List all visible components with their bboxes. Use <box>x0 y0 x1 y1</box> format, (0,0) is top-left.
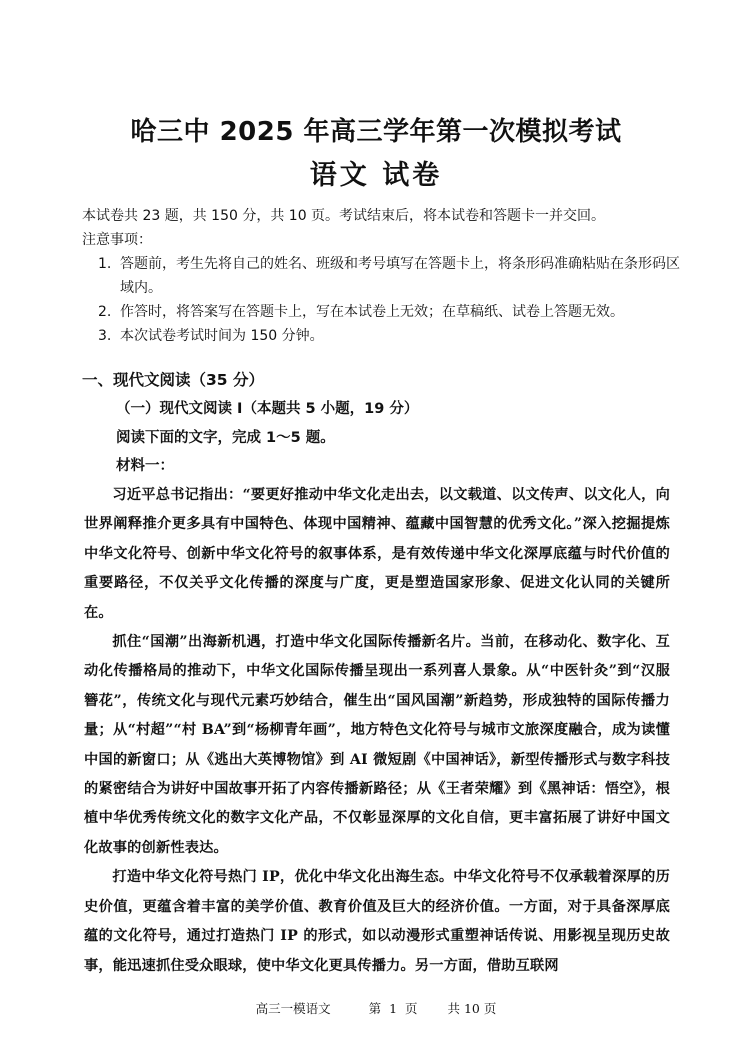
notice-list <box>82 252 682 348</box>
exam-title: 哈三中 2025 年高三学年第一次模拟考试 <box>130 117 622 147</box>
section-heading: 一、现代文阅读（35 分） <box>82 371 264 389</box>
notice-number: 3. <box>98 328 112 344</box>
footer-page-number: 第 1 页 <box>368 1001 418 1016</box>
footer-exam-name: 高三一模语文 <box>255 1001 331 1016</box>
notice-number: 2. <box>98 304 112 320</box>
material-body <box>84 481 670 981</box>
notice-text: 作答时，将答案写在答题卡上，写在本试卷上无效；在草稿纸、试卷上答题无效。 <box>120 304 624 320</box>
exam-summary: 本试卷共 23 题，共 150 分，共 10 页。考试结束后，将本试卷和答题卡一并交回。 <box>82 208 606 224</box>
notice-item <box>98 300 682 324</box>
notice-text: 答题前，考生先将自己的姓名、班级和考号填写在答题卡上，将条形码准确粘贴在条形码区域内。 <box>120 256 680 296</box>
page-footer <box>0 1000 752 1018</box>
notice-item <box>98 252 682 300</box>
exam-subtitle: 语文 试卷 <box>309 160 443 191</box>
exam-intro <box>82 204 682 348</box>
notice-number: 1. <box>98 256 112 272</box>
footer-total-pages: 共 10 页 <box>447 1001 497 1016</box>
material-paragraph: 打造中华文化符号热门 IP，优化中华文化出海生态。中华文化符号不仅承载着深厚的历史价值，更蕴含着丰富的美学价值、教育价值及巨大的经济价值。一方面，对于具备深厚底蕴的文化符号，通过打造热门 IP 的形式，如以动漫形式重塑神话传说、用影视呈现历史故事，能迅速抓住受众眼球，使中华文化更具传播力。另一方面，借助互联网 <box>84 869 670 974</box>
material-paragraph: 习近平总书记指出：“要更好推动中华文化走出去，以文载道、以文传声、以文化人，向世界阐释推介更多具有中国特色、体现中国精神、蕴藏中国智慧的优秀文化。”深入挖掘提炼中华文化符号、创新中华文化符号的叙事体系，是有效传递中华文化深厚底蕴与时代价值的重要路径，不仅关乎文化传播的深度与广度，更是塑造国家形象、促进文化认同的关键所在。 <box>84 487 670 621</box>
material-label: 材料一： <box>116 458 174 474</box>
reading-instruction: 阅读下面的文字，完成 1～5 题。 <box>116 430 335 446</box>
section-sub-heading: （一）现代文阅读 I（本题共 5 小题，19 分） <box>116 401 419 417</box>
notice-label: 注意事项： <box>82 232 152 248</box>
notice-item <box>98 324 682 348</box>
notice-text: 本次试卷考试时间为 150 分钟。 <box>120 328 324 344</box>
material-paragraph: 抓住“国潮”出海新机遇，打造中华文化国际传播新名片。当前，在移动化、数字化、互动化传播格局的推动下，中华文化国际传播呈现出一系列喜人景象。从“中医针灸”到“汉服簪花”，传统文化与现代元素巧妙结合，催生出“国风国潮”新趋势，形成独特的国际传播力量；从“村超”“村 BA”到“杨柳青年画”，地方特色文化符号与城市文旅深度融合，成为读懂中国的新窗口；从《逃出大英博物馆》到 AI 微短剧《中国神话》，新型传播形式与数字科技的紧密结合为讲好中国故事开拓了内容传播新路径；从《王者荣耀》到《黑神话：悟空》，根植中华优秀传统文化的数字文化产品，不仅彰显深厚的文化自信，更丰富拓展了讲好中国文化故事的创新性表达。 <box>84 634 670 856</box>
